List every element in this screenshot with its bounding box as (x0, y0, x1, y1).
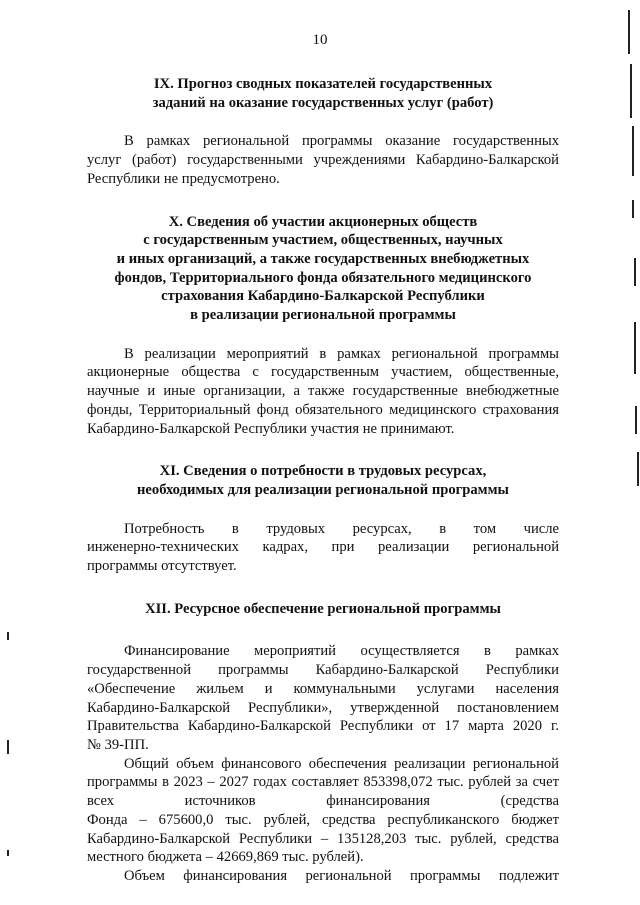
paragraph (87, 132, 559, 188)
scan-edge-mark (628, 10, 630, 54)
scan-edge-mark (7, 740, 9, 754)
text-line: «Обеспечение жильем и коммунальными услугами населения (87, 680, 559, 697)
scan-edge-mark (637, 452, 639, 486)
heading-line: XI. Сведения о потребности в трудовых ресурсах, (159, 463, 487, 480)
paragraph (87, 345, 559, 439)
text-line: Кабардино-Балкарской Республики – 135128,203 тыс. рублей, средства (87, 830, 559, 847)
heading-line: X. Сведения об участии акционерных обществ (168, 213, 478, 230)
scan-edge-mark (630, 64, 632, 118)
heading-line: фондов, Территориального фонда обязательного медицинского (114, 269, 532, 286)
text-line: Финансирование мероприятий осуществляется в рамках (124, 643, 559, 660)
text-line: научные и иные организации, а также государственные внебюджетные (87, 383, 559, 400)
page-number: 10 (312, 32, 328, 48)
paragraph (87, 520, 559, 576)
paragraph (87, 755, 559, 867)
text-line: Потребность в трудовых ресурсах, в том числе (124, 520, 559, 537)
text-line: Объем финансирования региональной программы подлежит (124, 867, 559, 884)
text-line: Кабардино-Балкарской Республики», утвержденной постановлением (87, 699, 559, 716)
text-line: инженерно-технических кадрах, при реализации региональной (87, 539, 559, 556)
text-line: Фонда – 675600,0 тыс. рублей, средства республиканского бюджет (87, 811, 559, 828)
heading-line: IX. Прогноз сводных показателей государственных (153, 76, 493, 92)
text-line: программы в 2023 – 2027 годах составляет 853398,072 тыс. рублей за счет (87, 774, 559, 791)
text-line: программы отсутствует. (87, 558, 237, 575)
paragraph (87, 867, 559, 886)
heading-line: страхования Кабардино-Балкарской Республики (161, 288, 485, 305)
scan-edge-mark (635, 406, 637, 434)
text-line: № 39-ПП. (87, 736, 149, 753)
scan-edge-mark (634, 322, 636, 374)
scan-edge-mark (632, 126, 634, 176)
text-line: акционерные общества с государственным участием, общественные, (87, 364, 559, 381)
section-heading-xi (87, 462, 559, 499)
text-line: фонды, Территориальный фонд обязательного медицинского страхования (87, 401, 559, 418)
scan-edge-mark (634, 258, 636, 286)
heading-line: с государственным участием, общественных, научных (143, 232, 503, 249)
text-line: государственной программы Кабардино-Балкарской Республики (87, 662, 559, 679)
text-line: услуг (работ) государственными учреждениями Кабардино-Балкарской (87, 152, 559, 169)
heading-line: заданий на оказание государственных услуг (работ) (152, 94, 494, 111)
section-heading-ix (87, 75, 559, 112)
text-line: В рамках региональной программы оказание государственных (124, 133, 559, 150)
text-line: Кабардино-Балкарской Республики участия не принимают. (87, 420, 455, 437)
scan-edge-mark (632, 200, 634, 218)
text-line: всех источников финансирования (средства (87, 793, 559, 810)
heading-line: и иных организаций, а также государственных внебюджетных (116, 250, 530, 267)
section-heading-x (87, 213, 559, 325)
text-line: Общий объем финансового обеспечения реализации региональной (124, 755, 559, 772)
paragraph (87, 642, 559, 754)
text-line: местного бюджета – 42669,869 тыс. рублей). (87, 849, 364, 866)
text-line: Республики не предусмотрено. (87, 170, 280, 187)
scan-edge-mark (7, 850, 9, 856)
scan-edge-mark (7, 632, 9, 640)
heading-line: в реализации региональной программы (190, 307, 456, 324)
heading-line: XII. Ресурсное обеспечение региональной программы (145, 600, 501, 617)
text-line: Правительства Кабардино-Балкарской Республики от 17 марта 2020 г. (87, 718, 559, 735)
section-heading-xii (87, 600, 559, 619)
heading-line: необходимых для реализации региональной программы (137, 481, 509, 498)
text-line: В реализации мероприятий в рамках региональной программы (124, 345, 559, 362)
document-body (87, 75, 559, 886)
